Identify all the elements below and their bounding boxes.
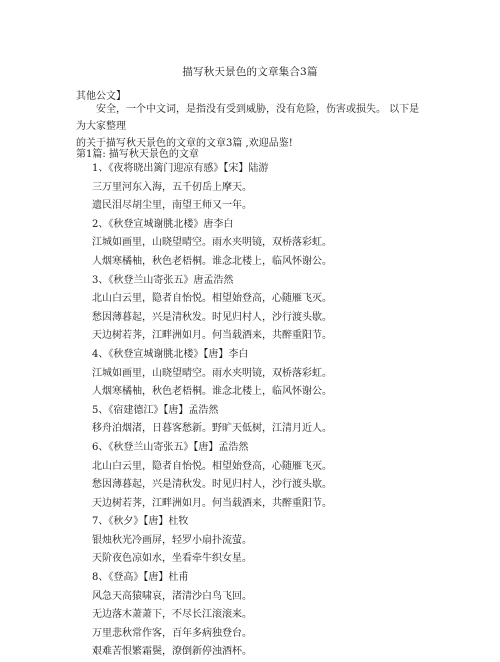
poem-heading: 8、《登高》【唐】杜甫 [92, 572, 189, 584]
section-title: 第1篇: 描写秋天景色的文章 [76, 149, 199, 160]
poem-line: 人烟寒橘柚，秋色老梧桐。谁念北楼上，临风怀谢公。 [92, 386, 332, 398]
poem-line: 银烛秋光冷画屏，轻罗小扇扑流萤。 [92, 534, 252, 546]
poem-line: 三万里河东入海，五千仞岳上摩天。 [92, 181, 252, 193]
intro-line-1: 安全，一个中文词，是指没有受到威胁，没有危险，伤害或损失。 以下是为大家整理 [76, 104, 420, 132]
poem-line: 艰难苦恨繁霜鬓，潦倒新停浊酒杯。 [92, 646, 252, 658]
poem-line: 天阶夜色凉如水，坐看牵牛织女星。 [92, 553, 252, 565]
poem-line: 江城如画里，山晓望晴空。雨水夹明镜，双桥落彩虹。 [92, 237, 332, 249]
poem-line: 天边树若荠，江畔洲如月。何当载酒来，共醉重阳节。 [92, 497, 332, 509]
poem-block [92, 346, 432, 402]
poem-line: 无边落木萧萧下，不尽长江滚滚来。 [92, 609, 252, 621]
poem-heading: 6、《秋登兰山寄张五》【唐】孟浩然 [92, 441, 249, 453]
poem-line: 愁因薄暮起，兴是清秋发。时见归村人，沙行渡头歇。 [92, 479, 332, 491]
poem-block [92, 569, 432, 662]
poem-line: 万里悲秋常作客，百年多病独登台。 [92, 627, 252, 639]
poem-heading: 5、《宿建德江》【唐】孟浩然 [92, 404, 219, 416]
poem-line: 江城如画里，山晓望晴空。雨水夹明镜，双桥落彩虹。 [92, 367, 332, 379]
poem-line: 风急天高猿啸哀，渚清沙白鸟飞回。 [92, 590, 252, 602]
poem-block [92, 439, 432, 513]
poem-line: 北山白云里，隐者自怡悦。相望始登高，心随雁飞灭。 [92, 460, 332, 472]
poem-block [92, 216, 432, 272]
intro-line-2: 的关于描写秋天景色的文章的文章3篇 ,欢迎品鉴! [76, 138, 293, 149]
poem-block [92, 160, 432, 216]
poem-block [92, 513, 432, 569]
poem-line: 移舟泊烟渚，日暮客愁新。野旷天低树，江清月近人。 [92, 423, 332, 435]
poem-block [92, 402, 432, 439]
poem-heading: 7、《秋夕》【唐】杜牧 [92, 516, 189, 528]
poem-line: 遗民泪尽胡尘里，南望王师又一年。 [92, 200, 252, 212]
category-label: 其他公文】 [76, 91, 126, 102]
poem-line: 北山白云里，隐者自怡悦。相望始登高，心随雁飞灭。 [92, 293, 332, 305]
poem-block [92, 272, 432, 346]
poem-heading: 3、《秋登兰山寄张五》唐孟浩然 [92, 274, 234, 286]
poem-heading: 1、《夜将晓出篱门迎凉有感》【宋】陆游 [92, 163, 269, 174]
poem-list [92, 160, 432, 662]
poem-line: 愁因薄暮起，兴是清秋发。时见归村人，沙行渡头歇。 [92, 311, 332, 323]
document-title: 描写秋天景色的文章集合3篇 [182, 66, 318, 78]
poem-line: 天边树若荠，江畔洲如月。何当载酒来，共醉重阳节。 [92, 330, 332, 342]
poem-heading: 2、《秋登宣城谢朓北楼》唐李白 [92, 218, 234, 230]
poem-line: 人烟寒橘柚，秋色老梧桐。谁念北楼上，临风怀谢公。 [92, 255, 332, 267]
poem-heading: 4、《秋登宣城谢朓北楼》【唐】李白 [92, 348, 249, 360]
